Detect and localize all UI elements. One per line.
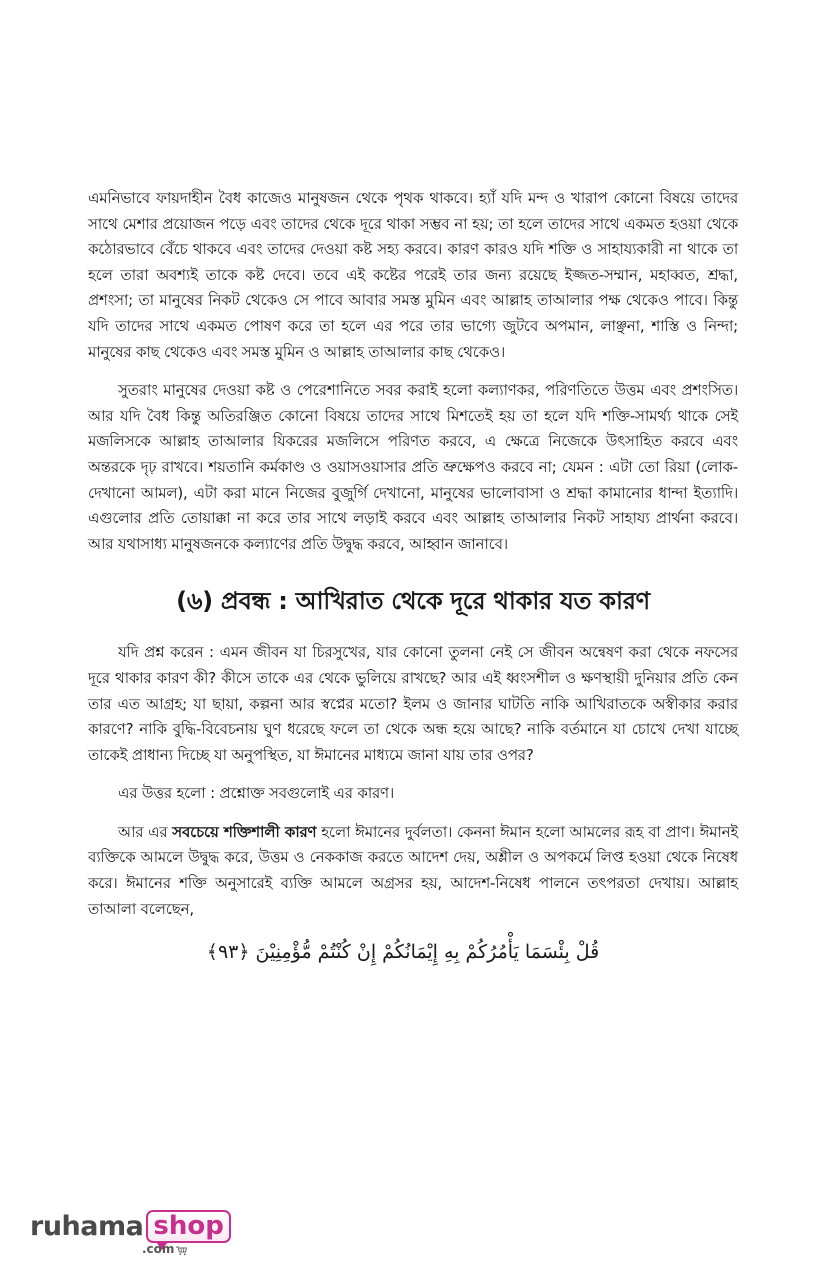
paragraph-5-bold: সবচেয়ে শক্তিশালী কারণ — [172, 822, 317, 841]
paragraph-4: এর উত্তর হলো : প্রশ্নোক্ত সবগুলোই এর কারণ। — [118, 784, 395, 803]
logo-domain — [142, 1242, 187, 1256]
paragraph-1: এমনিভাবে ফায়দাহীন বৈধ কাজেও মানুষজন থেকে পৃথক থাকবে। হ্যাঁ যদি মন্দ ও খারাপ কোনো বিষয়ে তাদের সাথে মেশার প্রয়োজন পড়ে এবং তাদের থেকে দূরে থাকা সম্ভব না হয়; তা হলে তাদের সাথে একমত হওয়া থেকে কঠোরভাবে বেঁচে থাকবে এবং তাদের দেওয়া কষ্ট সহ্য করবে। কারণ কারও যদি শক্তি ও সাহায্যকারী না থাকে তা হলে তারা অবশ্যই তাকে কষ্ট দেবে। তবে এই কষ্টের পরেই তার জন্য রয়েছে ইজ্জত-সম্মান, মহাব্বত, শ্রদ্ধা, প্রশংসা; তা মানুষের নিকট থেকেও সে পাবে আবার সমস্ত মুমিন এবং আল্লাহ তাআলার পক্ষ থেকেও পাবে। কিন্তু যদি তাদের সাথে একমত পোষণ করে তা হলে এর পরে তার ভাগ্যে জুটবে অপমান, লাঞ্ছনা, শাস্তি ও নিন্দা; মানুষের কাছ থেকেও এবং সমস্ত মুমিন ও আল্লাহ তাআলার কাছ থেকেও। — [88, 189, 738, 361]
ruhamashop-logo — [30, 1210, 231, 1260]
logo-brand-shop: shop — [153, 1211, 224, 1241]
logo-brand-shop-box — [146, 1210, 230, 1243]
quran-verse: قُلْ بِئْسَمَا يَأْمُرُكُمْ بِهِ إِيْمَانُكُمْ إِنْ كُنْتُمْ مُّؤْمِنِيْنَ ﴿٩٣﴾ — [206, 941, 600, 964]
logo-domain-text: .com — [142, 1242, 175, 1256]
document-page — [88, 186, 738, 969]
shopping-cart-icon — [176, 1245, 187, 1254]
section-heading: (৬) প্রবন্ধ : আখিরাত থেকে দূরে থাকার যত কারণ — [176, 587, 650, 616]
paragraph-5-lead: আর এর — [118, 822, 173, 841]
paragraph-3: যদি প্রশ্ন করেন : এমন জীবন যা চিরসুখের, যার কোনো তুলনা নেই সে জীবন অন্বেষণ করা থেকে নফসের দূরে থাকার কারণ কী? কীসে তাকে এর থেকে ভুলিয়ে রাখছে? আর এই ধ্বংসশীল ও ক্ষণস্থায়ী দুনিয়ার প্রতি কেন তার এত আগ্রহ; যা ছায়া, কল্পনা আর স্বপ্নের মতো? ইলম ও জানার ঘাটতি নাকি আখিরাতকে অস্বীকার করার কারণে? নাকি বুদ্ধি-বিবেচনায় ঘুণ ধরেছে ফলে তা থেকে অন্ধ হয়ে আছে? নাকি বর্তমানে যা চোখে দেখা যাচ্ছে তাকেই প্রাধান্য দিচ্ছে যা অনুপস্থিত, যা ঈমানের মাধ্যমে জানা যায় তার ওপর? — [88, 643, 738, 764]
paragraph-5-rest: হলো ঈমানের দুর্বলতা। কেননা ঈমান হলো আমলের রূহ বা প্রাণ। ঈমানই ব্যক্তিকে আমলে উদ্বুদ্ধ করে, উত্তম ও নেককাজ করতে আদেশ দেয়, অশ্লীল ও অপকর্মে লিপ্ত হওয়া থেকে নিষেধ করে। ঈমানের শক্তি অনুসারেই ব্যক্তি আমলে অগ্রসর হয়, আদেশ-নিষেধ পালনে তৎপরতা দেখায়। আল্লাহ তাআলা বলেছেন, — [88, 822, 739, 918]
paragraph-5 — [88, 820, 738, 922]
paragraph-2: সুতরাং মানুষের দেওয়া কষ্ট ও পেরেশানিতে সবর করাই হলো কল্যাণকর, পরিণতিতে উত্তম এবং প্রশংসিত। আর যদি বৈধ কিন্তু অতিরঞ্জিত কোনো বিষয়ে তাদের সাথে মিশতেই হয় তা হলে যদি শক্তি-সামর্থ্য থাকে সেই মজলিসকে আল্লাহ তাআলার যিকরের মজলিসে পরিণত করবে, এ ক্ষেত্রে নিজেকে উৎসাহিত করবে এবং অন্তরকে দৃঢ় রাখবে। শয়তানি কর্মকাণ্ড ও ওয়াসওয়াসার প্রতি ভ্রুক্ষেপও করবে না; যেমন : এটা তো রিয়া (লোক-দেখানো আমল), এটা করা মানে নিজের বুজুর্গি দেখানো, মানুষের ভালোবাসা ও শ্রদ্ধা কামানোর ধান্দা ইত্যাদি। এগুলোর প্রতি তোয়াক্কা না করে তার সাথে লড়াই করবে এবং আল্লাহ তাআলার নিকট সাহায্য প্রার্থনা করবে। আর যথাসাধ্য মানুষজনকে কল্যাণের প্রতি উদ্বুদ্ধ করবে, আহ্বান জানাবে। — [88, 381, 738, 553]
logo-brand-ruhama: ruhama — [30, 1211, 144, 1242]
